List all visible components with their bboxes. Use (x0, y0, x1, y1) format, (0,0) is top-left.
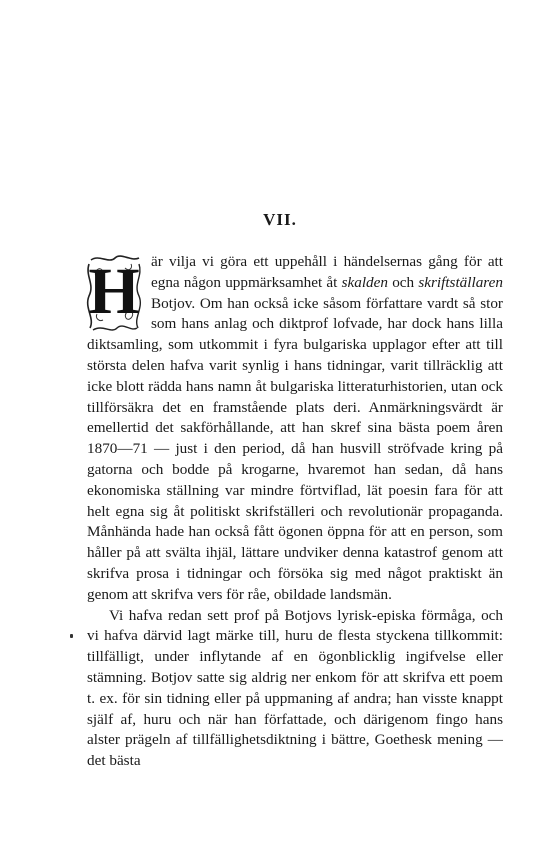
chapter-heading: VII. (263, 210, 297, 229)
paragraph-1 (87, 252, 503, 606)
margin-mark (70, 634, 73, 638)
paragraph-1-text: är vilja vi göra ett uppehåll i händelsernas gång för att egna någon uppmärksamhet åt (151, 253, 503, 291)
italic-term-skriftstallaren: skriftställaren (418, 273, 503, 291)
drop-cap-letter: H (88, 255, 140, 328)
drop-cap (85, 254, 143, 334)
paragraph-2: Vi hafva redan sett prof på Botjovs lyrisk-episka förmåga, och vi hafva därvid lagt märke till, huru de flesta styckena tillkommit: tillfälligt, under inflytande af en ögonblicklig ingifvelse eller stämning. Botjov satte sig aldrig ner enkom för att skrifva ett poem t. ex. för sin tidning eller på uppmaning af andra; han visste knappt själf af, huru och när han författade, och därigenom fingo hans alster prägeln af tillfällighetsdiktning i bättre, Goethesk mening — det bästa (87, 606, 503, 770)
paragraph-1-text: och (387, 273, 419, 291)
paragraph-1-text: Botjov. Om han också icke såsom författare vardt så stor som hans anlag och diktprof lofvade, har dock hans lilla diktsamling, som utkommit i fyra bulgariska upplagor efter att till största delen hafva varit synlig i hans tidningar, varit tillräcklig att icke blott rädda hans namn åt bulgariska litteraturhistorien, utan ock tillförsäkra det en framstående plats deri. Anmärkningsvärdt är emellertid det sakförhållande, att han skref sina bästa poem åren 1870—71 — just i den period, då han husvill ströfvade kring på gatorna och bodde på krogarne, hvaremot han sedan, då hans ekonomiska ställning var mindre förtviflad, lät poesin fara för att helt egna sig åt politiskt skrifställeri och revolutionär propaganda. Månhända hade han också fått ögonen öppna för att en person, som håller på att svälta ihjäl, lättare undviker denna katastrof genom att skrifva prosa i tidningar och försöka sig med något praktiskt än genom att skrifva vers för råe, obildade landsmän. (87, 294, 503, 603)
italic-term-skalden: skalden (341, 273, 388, 291)
body-text (87, 252, 503, 772)
